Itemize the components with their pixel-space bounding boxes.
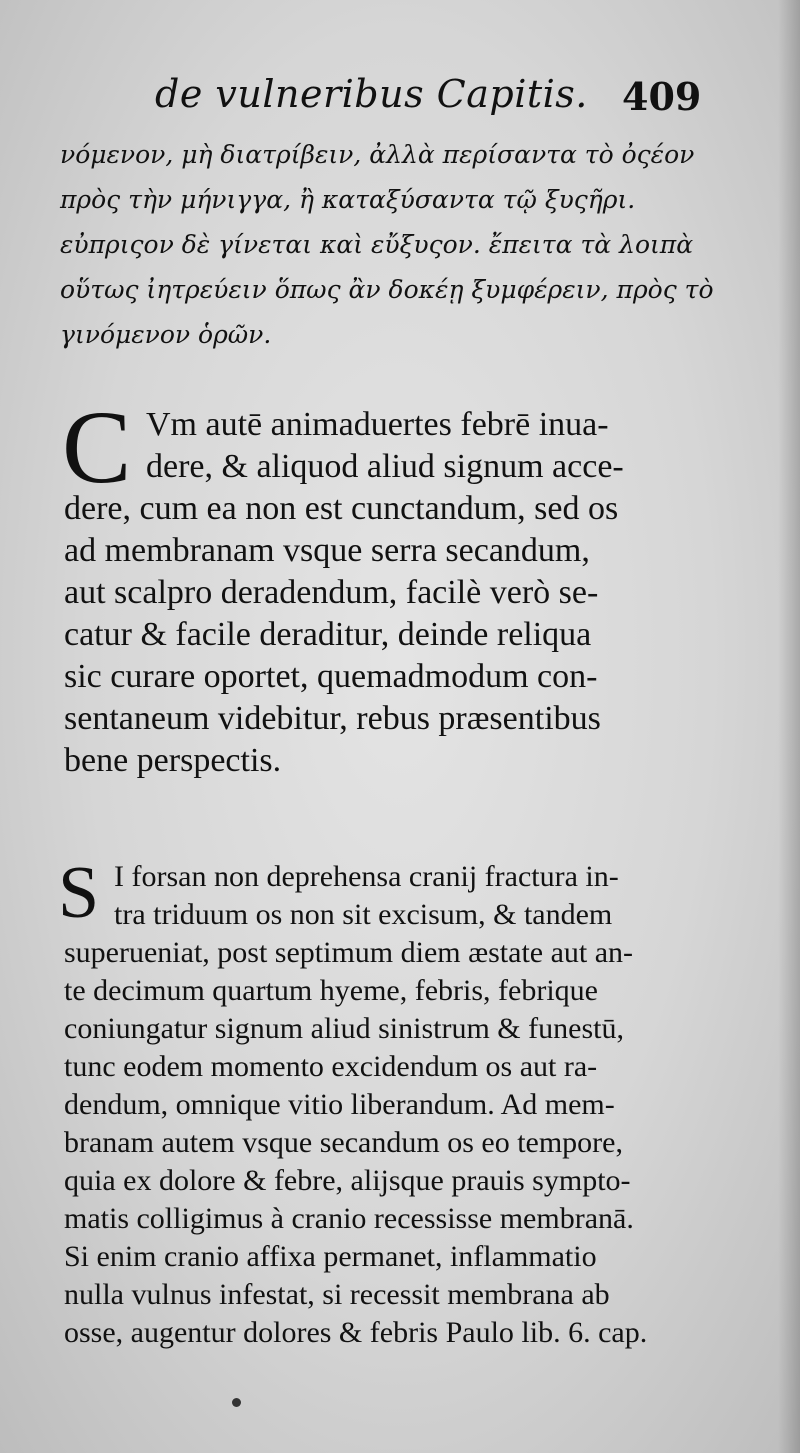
text-line: osse, augentur dolores & febris Paulo lib. 6. cap. [64, 1316, 648, 1349]
text-line: tunc eodem momento excidendum os aut ra- [64, 1050, 598, 1083]
text-line: tra triduum os non sit excisum, & tandem [114, 898, 613, 931]
text-line: bene perspectis. [64, 742, 282, 779]
text-line: dendum, omnique vitio liberandum. Ad mem- [64, 1088, 615, 1121]
greek-line: γινόμενον ὁρῶν. [60, 320, 272, 349]
greek-line: εὐπριςον δὲ γίνεται καὶ εὔξυςον. ἔπειτα τὰ λοιπὰ [60, 230, 694, 259]
greek-line: πρὸς τὴν μήνιγγα, ἢ καταξύσαντα τῷ ξυςῆρι. [60, 185, 636, 214]
text-line: te decimum quartum hyeme, febris, febrique [64, 974, 598, 1007]
text-line: I forsan non deprehensa cranij fractura in- [114, 860, 619, 893]
greek-line: οὕτως ἰητρεύειν ὅπως ἂν δοκέῃ ξυμφέρειν, πρὸς τὸ [60, 275, 714, 304]
text-line: ad membranam vsque serra secandum, [64, 532, 590, 569]
drop-capital: C [62, 390, 132, 505]
text-line: aut scalpro deradendum, facilè verò se- [64, 574, 599, 611]
page-number: 409 [622, 74, 702, 119]
text-line: branam autem vsque secandum os eo tempore, [64, 1126, 623, 1159]
text-line: nulla vulnus infestat, si recessit membrana ab [64, 1278, 610, 1311]
page-edge-shadow [778, 0, 800, 1453]
text-line: superueniat, post septimum diem æstate aut an- [64, 936, 634, 969]
text-line: coniungatur signum aliud sinistrum & funestū, [64, 1012, 624, 1045]
ink-spot [232, 1398, 241, 1407]
latin-paragraph-1 [62, 390, 704, 782]
greek-line: νόμενον, μὴ διατρίβειν, ἀλλὰ περίσαντα τὸ ὀςέον [60, 140, 695, 169]
page-header [0, 72, 800, 132]
text-line: Si enim cranio affixa permanet, inflammatio [64, 1240, 597, 1273]
text-line: dere, & aliquod aliud signum acce- [146, 448, 624, 485]
text-line: dere, cum ea non est cunctandum, sed os [64, 490, 619, 527]
text-line: sentaneum videbitur, rebus præsentibus [64, 700, 601, 737]
drop-capital: S [58, 852, 100, 934]
text-line: matis colligimus à cranio recessisse membranā. [64, 1202, 634, 1235]
text-line: Vm autē animaduertes febrē inua- [146, 406, 609, 443]
text-line: catur & facile deraditur, deinde reliqua [64, 616, 592, 653]
running-title: de vulneribus Capitis. [155, 72, 588, 116]
greek-quotation [60, 132, 720, 357]
latin-paragraph-2 [58, 852, 704, 1352]
text-line: sic curare oportet, quemadmodum con- [64, 658, 598, 695]
text-line: quia ex dolore & febre, alijsque prauis sympto- [64, 1164, 631, 1197]
